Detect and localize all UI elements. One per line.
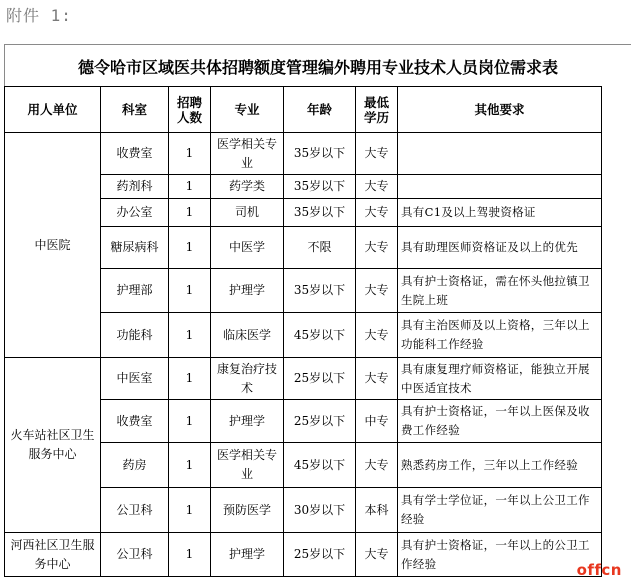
major-cell: 司机 (211, 199, 284, 227)
count-cell: 1 (169, 199, 211, 227)
major-cell: 护理学 (211, 533, 284, 577)
major-cell: 药学类 (211, 175, 284, 199)
count-cell: 1 (169, 175, 211, 199)
header-count: 招聘人数 (169, 87, 211, 133)
header-age: 年龄 (284, 87, 356, 133)
dept-cell: 公卫科 (101, 488, 169, 533)
education-cell: 大专 (356, 443, 398, 488)
major-cell: 护理学 (211, 400, 284, 443)
education-cell: 大专 (356, 133, 398, 175)
requirements-cell: 具有C1及以上驾驶资格证 (398, 199, 602, 227)
major-cell: 中医学 (211, 227, 284, 269)
education-cell: 中专 (356, 400, 398, 443)
table-body (5, 133, 602, 577)
attachment-label: 附件 1: (6, 6, 72, 25)
requirements-cell: 具有护士资格证，一年以上的公卫工作经验 (398, 533, 602, 577)
major-cell: 医学相关专业 (211, 133, 284, 175)
count-cell: 1 (169, 533, 211, 577)
major-cell: 康复治疗技术 (211, 358, 284, 400)
dept-cell: 功能科 (101, 313, 169, 358)
age-cell: 35岁以下 (284, 133, 356, 175)
dept-cell: 办公室 (101, 199, 169, 227)
header-dept: 科室 (101, 87, 169, 133)
table-row (5, 133, 602, 175)
requirements-cell: 具有护士资格证，一年以上医保及收费工作经验 (398, 400, 602, 443)
education-cell: 大专 (356, 175, 398, 199)
major-cell: 护理学 (211, 269, 284, 313)
count-cell: 1 (169, 488, 211, 533)
requirements-cell: 具有助理医师资格证及以上的优先 (398, 227, 602, 269)
age-cell: 35岁以下 (284, 199, 356, 227)
table-row (5, 533, 602, 577)
unit-name-cell: 中医院 (5, 133, 101, 358)
requirements-cell (398, 133, 602, 175)
header-unit: 用人单位 (5, 87, 101, 133)
education-cell: 大专 (356, 533, 398, 577)
dept-cell: 公卫科 (101, 533, 169, 577)
table-title: 德令哈市区域医共体招聘额度管理编外聘用专业技术人员岗位需求表 (4, 44, 631, 87)
header-major: 专业 (211, 87, 284, 133)
count-cell: 1 (169, 358, 211, 400)
requirements-cell: 具有主治医师及以上资格，三年以上功能科工作经验 (398, 313, 602, 358)
count-cell: 1 (169, 227, 211, 269)
dept-cell: 药剂科 (101, 175, 169, 199)
dept-cell: 糖尿病科 (101, 227, 169, 269)
header-row (5, 87, 602, 133)
requirements-cell (398, 175, 602, 199)
watermark-logo: offcn (576, 561, 622, 579)
header-education: 最低学历 (356, 87, 398, 133)
education-cell: 大专 (356, 199, 398, 227)
age-cell: 35岁以下 (284, 269, 356, 313)
major-cell: 临床医学 (211, 313, 284, 358)
dept-cell: 收费室 (101, 400, 169, 443)
age-cell: 25岁以下 (284, 358, 356, 400)
age-cell: 不限 (284, 227, 356, 269)
education-cell: 大专 (356, 358, 398, 400)
dept-cell: 护理部 (101, 269, 169, 313)
count-cell: 1 (169, 400, 211, 443)
age-cell: 30岁以下 (284, 488, 356, 533)
count-cell: 1 (169, 269, 211, 313)
education-cell: 大专 (356, 227, 398, 269)
age-cell: 35岁以下 (284, 175, 356, 199)
requirements-cell: 具有学士学位证，一年以上公卫工作经验 (398, 488, 602, 533)
requirements-cell: 具有护士资格证，需在怀头他拉镇卫生院上班 (398, 269, 602, 313)
count-cell: 1 (169, 133, 211, 175)
age-cell: 45岁以下 (284, 443, 356, 488)
requirements-cell: 具有康复理疗师资格证，能独立开展中医适宜技术 (398, 358, 602, 400)
table-row (5, 358, 602, 400)
dept-cell: 药房 (101, 443, 169, 488)
education-cell: 本科 (356, 488, 398, 533)
unit-name-cell: 火车站社区卫生服务中心 (5, 358, 101, 533)
unit-name-cell: 河西社区卫生服务中心 (5, 533, 101, 577)
major-cell: 预防医学 (211, 488, 284, 533)
count-cell: 1 (169, 443, 211, 488)
position-requirements-table (4, 86, 602, 577)
major-cell: 医学相关专业 (211, 443, 284, 488)
dept-cell: 收费室 (101, 133, 169, 175)
education-cell: 大专 (356, 313, 398, 358)
header-other-requirements: 其他要求 (398, 87, 602, 133)
dept-cell: 中医室 (101, 358, 169, 400)
requirements-cell: 熟悉药房工作，三年以上工作经验 (398, 443, 602, 488)
age-cell: 25岁以下 (284, 533, 356, 577)
education-cell: 大专 (356, 269, 398, 313)
age-cell: 25岁以下 (284, 400, 356, 443)
age-cell: 45岁以下 (284, 313, 356, 358)
count-cell: 1 (169, 313, 211, 358)
